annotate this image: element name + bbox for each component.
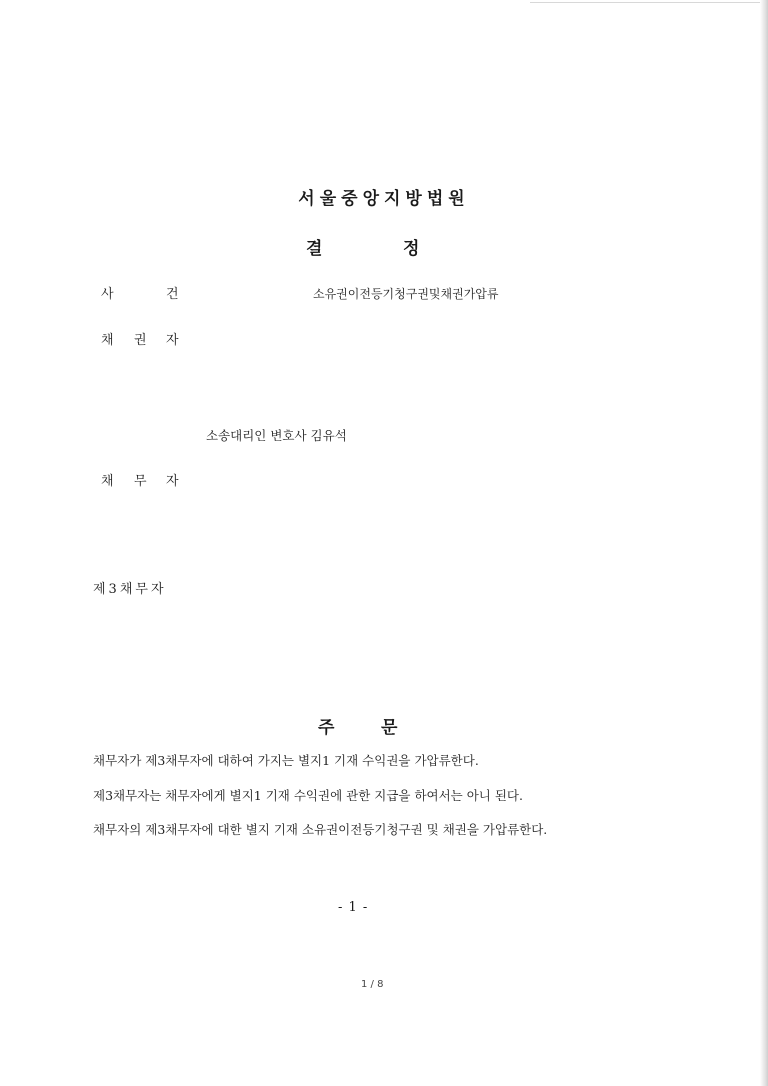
order-line-2: 제3채무자는 채무자에게 별지1 기재 수익권에 관한 지급을 하여서는 아니 된다. [93, 788, 523, 803]
scan-artifact-line [530, 2, 766, 3]
order-line-1: 채무자가 제3채무자에 대하여 가지는 별지1 기재 수익권을 가압류한다. [93, 753, 479, 768]
page-marker: - 1 - [338, 900, 369, 915]
attorney-name: 소송대리인 변호사 김유석 [206, 428, 347, 443]
debtor-label-1: 채 [101, 474, 114, 489]
order-heading-right: 문 [381, 718, 398, 738]
case-label-right: 건 [166, 287, 179, 302]
creditor-label-3: 자 [166, 333, 179, 348]
doc-title-right: 정 [403, 239, 420, 259]
page-count: 1 / 8 [361, 979, 384, 990]
case-value: 소유권이전등기청구권및채권가압류 [313, 287, 499, 301]
case-label-left: 사 [101, 287, 114, 302]
scan-edge-shadow [760, 0, 768, 1086]
debtor-label-2: 무 [134, 474, 147, 489]
third-debtor-label: 제3채무자 [93, 582, 167, 597]
doc-title-left: 결 [306, 239, 323, 259]
order-heading-left: 주 [318, 718, 335, 738]
creditor-label-2: 권 [134, 333, 147, 348]
order-line-3: 채무자의 제3채무자에 대한 별지 기재 소유권이전등기청구권 및 채권을 가압류한다. [93, 822, 548, 837]
debtor-label-3: 자 [166, 474, 179, 489]
creditor-label-1: 채 [101, 333, 114, 348]
court-name: 서울중앙지방법원 [298, 189, 470, 209]
